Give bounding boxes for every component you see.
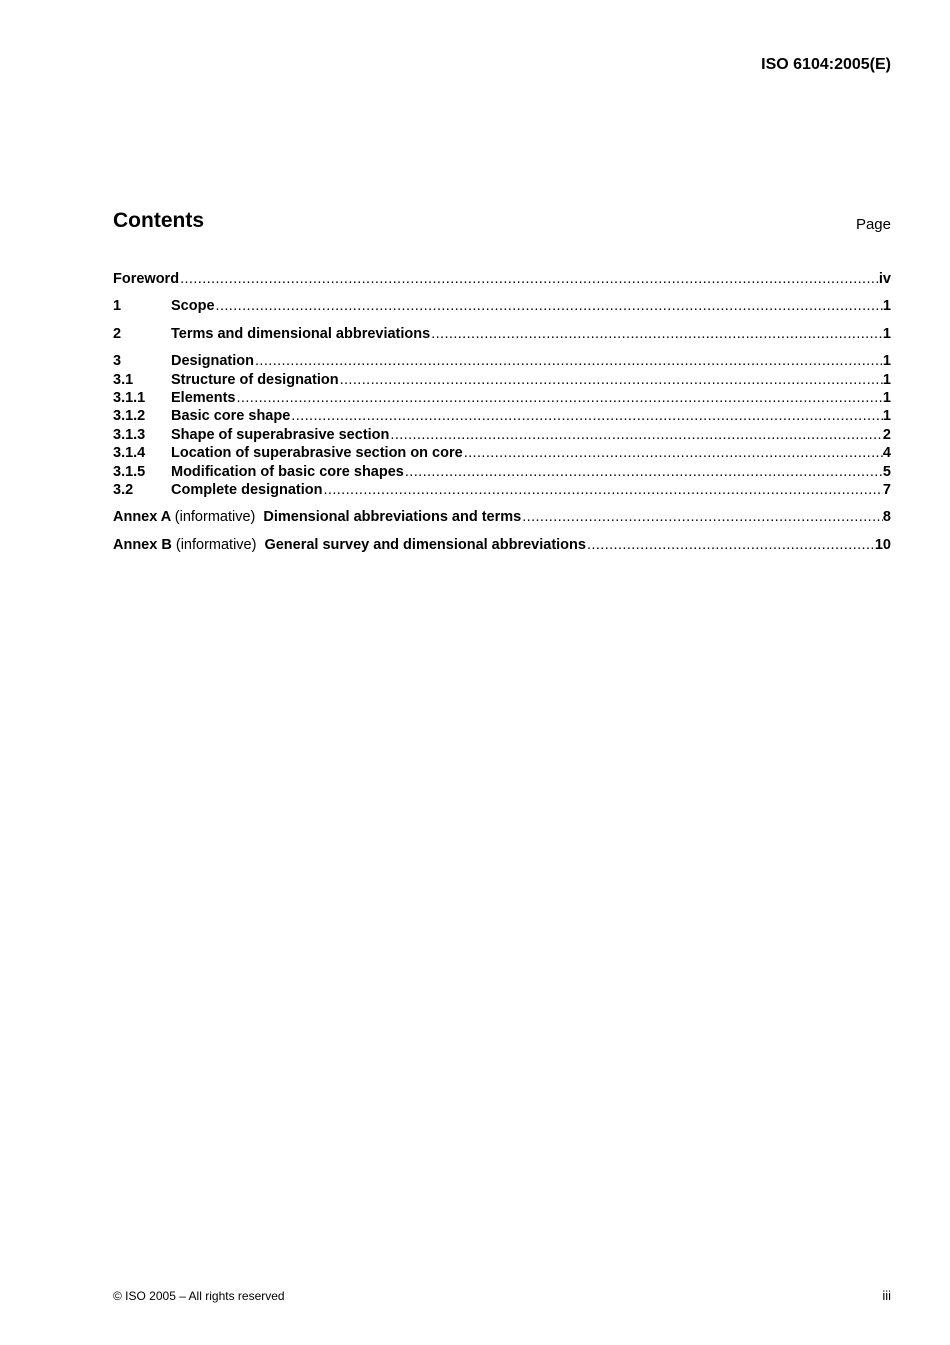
annex-qualifier: (informative) [174,509,256,526]
toc-entry-page: 10 [874,536,891,553]
toc-entry-page: 5 [882,463,891,480]
footer-page-number: iii [882,1288,891,1303]
toc-entry-title [113,508,521,526]
toc-entry-shape-of-superabrasive-section[interactable] [113,426,891,444]
toc-entry-title [113,536,586,554]
dot-leader [215,297,883,315]
toc-entry-page: 1 [882,298,891,315]
toc-entry-number: 3.1 [113,371,134,388]
toc-entry-page: 1 [882,325,891,342]
annex-title: General survey and dimensional abbreviations [264,536,586,553]
toc-entry-structure-of-designation[interactable] [113,371,891,389]
toc-entry-complete-designation[interactable] [113,481,891,499]
toc-entry-basic-core-shape[interactable] [113,407,891,425]
toc-entry-number: 2 [113,325,122,342]
toc-entry-title: Modification of basic core shapes [171,463,404,480]
toc-entry-number: 3 [113,353,122,370]
toc-entry-page: 7 [882,481,891,498]
document-id: ISO 6104:2005(E) [761,56,891,73]
toc-entry-page: 1 [882,389,891,406]
toc-entry-title: Complete designation [171,481,323,498]
toc-entry-title: Elements [171,389,236,406]
toc-entry-number: 3.1.5 [113,463,146,480]
dot-leader [430,325,883,343]
annex-qualifier: (informative) [175,536,257,553]
toc-entry-annex-b[interactable] [113,536,891,554]
toc-entry-scope[interactable] [113,297,891,315]
toc-entry-title: Structure of designation [171,371,339,388]
toc-entry-page: iv [878,271,891,287]
dot-leader [389,426,883,444]
toc-entry-page: 2 [882,426,891,443]
page-column-label: Page [855,216,891,233]
toc-entry-title: Location of superabrasive section on core [171,445,463,462]
toc-entry-title: Basic core shape [171,408,291,425]
toc-entry-title: Designation [171,353,254,370]
annex-title: Dimensional abbreviations and terms [263,509,522,526]
contents-heading: Contents [113,209,204,232]
toc-entry-location-of-superabrasive-section[interactable] [113,444,891,462]
toc-entry-annex-a[interactable] [113,508,891,526]
toc-entry-page: 1 [882,353,891,370]
toc-entry-number: 3.1.1 [113,389,146,406]
toc-entry-page: 4 [882,445,891,462]
toc-entry-elements[interactable] [113,389,891,407]
toc-entry-designation[interactable] [113,352,891,370]
dot-leader [463,444,883,462]
toc-entry-foreword[interactable] [113,270,891,288]
toc-entry-number: 3.1.3 [113,426,146,443]
dot-leader [404,463,883,481]
dot-leader [254,352,883,370]
footer-copyright: © ISO 2005 – All rights reserved [113,1289,285,1303]
toc-entry-page: 8 [882,509,891,526]
table-of-contents [113,270,891,554]
dot-leader [339,371,883,389]
toc-entry-terms[interactable] [113,325,891,343]
toc-entry-page: 1 [882,371,891,388]
toc-entry-title: Foreword [113,271,180,287]
dot-leader [179,270,879,288]
toc-entry-title: Shape of superabrasive section [171,426,390,443]
dot-leader [290,407,883,425]
toc-entry-title: Terms and dimensional abbreviations [171,325,431,342]
toc-entry-title: Scope [171,298,215,315]
dot-leader [322,481,882,499]
toc-entry-modification-of-basic-core-shapes[interactable] [113,463,891,481]
dot-leader [586,536,875,554]
toc-entry-number: 3.1.4 [113,445,146,462]
annex-label: Annex A [113,509,171,526]
toc-entry-page: 1 [882,408,891,425]
toc-entry-number: 3.1.2 [113,408,146,425]
toc-entry-number: 3.2 [113,481,134,498]
dot-leader [235,389,882,407]
dot-leader [521,508,883,526]
annex-label: Annex B [113,536,172,553]
toc-entry-number: 1 [113,298,122,315]
